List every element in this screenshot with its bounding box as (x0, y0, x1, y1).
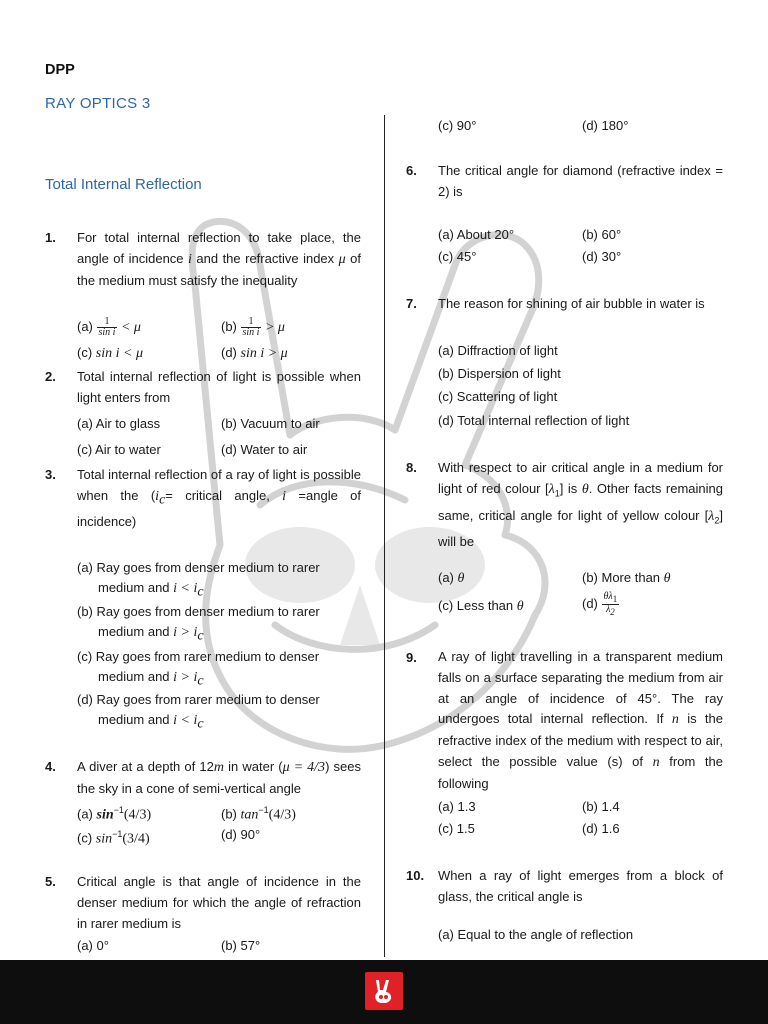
option-a[interactable]: (a) θ (438, 570, 465, 586)
option-c[interactable]: (c) $\sin^{-1}(3/4)$ (77, 829, 150, 847)
question-text: A ray of light travelling in a transparent medium falls on a surface separating the medium from air at an angle of incidence of 45°. The ray undergoes total internal reflection. If n is the refractive index of the medium with respect to air, select the possible value (s) of n from the following (438, 649, 724, 791)
option-d[interactable]: (d) 30° (582, 249, 622, 264)
option-b[interactable]: (b) 60° (582, 227, 622, 242)
option-b[interactable]: (b) Ray goes from denser medium to rarer medium and $i > i_c$ (77, 604, 320, 644)
question-text: For total internal reflection to take place, the angle of incidence i and the refractive index μ of the medium must satisfy the inequality (77, 230, 361, 288)
question-text: When a ray of light emerges from a block of glass, the critical angle is (438, 868, 723, 904)
option-a[interactable]: (a) Equal to the angle of reflection (438, 927, 634, 942)
option-c[interactable]: (c) Air to water (77, 442, 161, 457)
option-b[interactable]: (b) $\tan^{-1}(4/3)$ (221, 805, 296, 823)
question-text: Total internal reflection of light is possible when light enters from (77, 369, 361, 405)
option-d[interactable]: (d) Water to air (221, 442, 308, 457)
question-number: 4. (45, 759, 56, 774)
option-a[interactable]: (a) Ray goes from denser medium to rarer medium and $i < i_c$ (77, 560, 320, 600)
option-c[interactable]: (c) Ray goes from rarer medium to denser medium and $i > i_c$ (77, 649, 320, 689)
option-a[interactable]: (a) $\frac{1}{\text{sin i}}$ < μ (77, 316, 141, 339)
column-divider (384, 115, 385, 957)
option-a[interactable]: (a) About 20° (438, 227, 515, 242)
option-c[interactable]: (c) Less than θ (438, 598, 524, 614)
option-d[interactable]: (d) Ray goes from rarer medium to denser medium and $i < i_c$ (77, 692, 320, 732)
option-d[interactable]: (d) 180° (582, 118, 629, 133)
section-heading: Total Internal Reflection (45, 176, 202, 193)
option-c[interactable]: (c) 1.5 (438, 821, 475, 836)
option-b[interactable]: (b) 1.4 (582, 799, 620, 814)
option-b[interactable]: (b) Dispersion of light (438, 366, 561, 381)
option-d[interactable]: (d) 90° (221, 827, 261, 842)
question-text: A diver at a depth of 12m in water (μ = 4/3) sees the sky in a cone of semi-vertical angle (77, 759, 361, 796)
question-text: The critical angle for diamond (refractive index = 2) is (438, 163, 723, 199)
option-a[interactable]: (a) 0° (77, 938, 109, 953)
question-number: 9. (406, 650, 417, 665)
question-text: Total internal reflection of a ray of light is possible when the ($i_c=$ critical angle, i =angle of incidence) (77, 467, 361, 529)
option-a[interactable]: (a) 1.3 (438, 799, 476, 814)
option-d[interactable]: (d) Total internal reflection of light (438, 413, 630, 428)
question-text: The reason for shining of air bubble in water is (438, 296, 705, 311)
option-a[interactable]: (a) Diffraction of light (438, 343, 558, 358)
question-number: 5. (45, 874, 56, 889)
chapter-title: RAY OPTICS 3 (45, 95, 151, 112)
question-number: 10. (406, 868, 425, 883)
option-a[interactable]: (a) $\sin^{-1}(4/3)$ (77, 805, 152, 823)
option-d[interactable]: (d) sin i > μ (221, 345, 288, 361)
option-b[interactable]: (b) $\frac{1}{\text{sin i}}$ > μ (221, 316, 285, 339)
question-number: 2. (45, 369, 56, 384)
question-number: 8. (406, 460, 417, 475)
option-c[interactable]: (c) 90° (438, 118, 477, 133)
question-number: 1. (45, 230, 56, 245)
option-c[interactable]: (c) 45° (438, 249, 477, 264)
option-b[interactable]: (b) More than θ (582, 570, 671, 586)
doc-label: DPP (45, 62, 75, 78)
question-number: 3. (45, 467, 56, 482)
question-text: Critical angle is that angle of incidence in the denser medium for which the angle of refraction in rarer medium is (77, 874, 361, 931)
option-d[interactable]: (d) 1.6 (582, 821, 620, 836)
brand-logo-icon (365, 972, 403, 1010)
question-text: With respect to air critical angle in a medium for light of red colour $[\lambda_1]$ is θ. Other facts remaining same, critical angle for light of yellow colour $[\lambda_2]$ will be (438, 460, 723, 550)
question-number: 7. (406, 296, 417, 311)
option-b[interactable]: (b) Vacuum to air (221, 416, 320, 431)
option-c[interactable]: (c) sin i < μ (77, 345, 143, 361)
option-a[interactable]: (a) Air to glass (77, 416, 161, 431)
option-d[interactable]: (d) $\frac{\theta\lambda_1}{\lambda_2}$ (582, 591, 618, 617)
question-number: 6. (406, 163, 417, 178)
option-b[interactable]: (b) 57° (221, 938, 261, 953)
option-c[interactable]: (c) Scattering of light (438, 389, 558, 404)
